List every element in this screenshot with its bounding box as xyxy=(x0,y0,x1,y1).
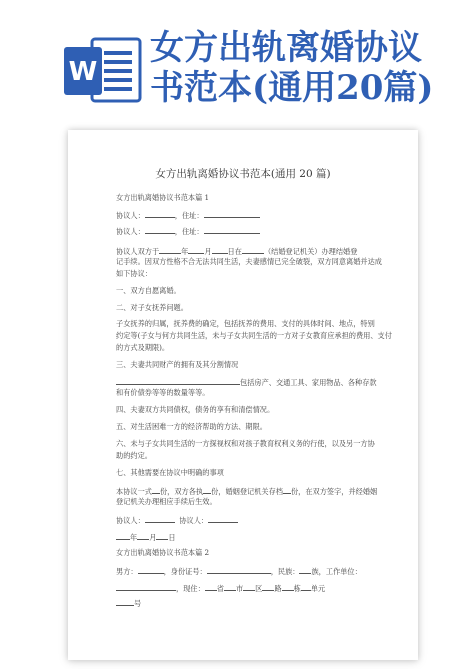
address-line-end: 号 xyxy=(116,596,380,610)
parties-line-2: 协议人： ，住址： xyxy=(116,224,380,238)
address-line: ，现住： 省 市 区 路 栋 单元 xyxy=(116,581,380,595)
paragraph-line: 助的约定。 xyxy=(116,451,152,460)
paragraph-line: 的方式及期限)。 xyxy=(116,343,170,352)
paragraph-line: 如下协议： xyxy=(116,269,152,278)
signature-line: 协议人： 协议人： xyxy=(116,513,380,527)
document-header xyxy=(0,0,474,120)
clause-7: 七、其他需要在协议中明确的事项 xyxy=(116,468,224,477)
section-heading: 女方出轨离婚协议书范本篇 1 xyxy=(116,193,210,202)
property-line: 包括房产、交通工具、家用物品、各种存款 xyxy=(116,375,380,389)
word-icon xyxy=(62,37,142,105)
page-title: 女方出轨离婚协议书范本(通用 20 篇) xyxy=(155,168,331,180)
title-line-1: 女方出轨离婚协议 xyxy=(150,28,422,68)
document-page xyxy=(68,130,418,660)
section-heading: 女方出轨离婚协议书范本篇 2 xyxy=(116,548,210,557)
clause-1: 一、双方自愿离婚。 xyxy=(116,286,181,295)
paragraph-line: 子女抚养的归属，抚养费的确定，包括抚养的费用、支付的具体时间、地点，特别 xyxy=(116,319,375,328)
parties-line-1: 协议人： ，住址： xyxy=(116,208,380,222)
paragraph-line: 约定等(子女与何方共同生活，未与子女共同生活的一方对子女教育应承担的费用、支付 xyxy=(116,331,392,340)
title-line-2: 书范本(通用20篇) xyxy=(150,68,434,108)
clause-6: 六、未与子女共同生活的一方探视权和对孩子教育权利义务的行使，以及另一方协 xyxy=(116,439,375,448)
paragraph-line: 和有价债券等等的数量等等。 xyxy=(116,388,210,397)
marriage-line: 协议人双方于 年 月 日在 （结婚登记机关）办理结婚登 xyxy=(116,244,380,258)
document-title xyxy=(150,28,470,108)
male-party-line: 男方： ，身份证号： ，民族： 族，工作单位： xyxy=(116,564,380,578)
clause-3: 三、夫妻共同财产的拥有及其分割情况 xyxy=(116,360,239,369)
paragraph-line: 记手续。因双方性格不合无法共同生活，夫妻感情已完全破裂，双方同意离婚并达成 xyxy=(116,257,382,266)
clause-2: 二、对子女抚养问题。 xyxy=(116,303,188,312)
clause-4: 四、夫妻双方共同债权，债务的享有和清偿情况。 xyxy=(116,405,275,414)
clause-5: 五、对生活困难一方的经济帮助的方法、期限。 xyxy=(116,422,267,431)
copies-line: 本协议一式 份，双方各执 份，婚姻登记机关存档 份，在双方签字，并经婚姻 xyxy=(116,484,380,498)
svg-text:W: W xyxy=(68,57,98,87)
date-line: 年 月 日 xyxy=(116,530,380,544)
paragraph-line: 登记机关办理相应手续后生效。 xyxy=(116,497,217,506)
